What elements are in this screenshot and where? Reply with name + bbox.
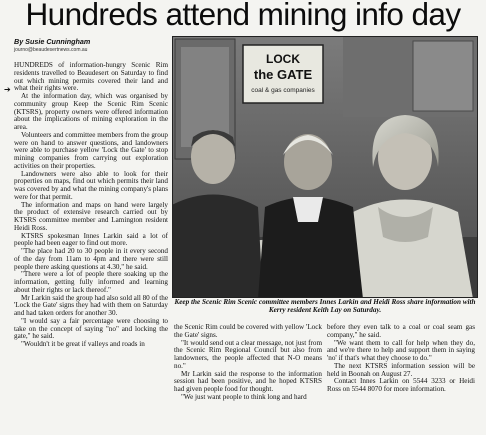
paragraph: Contact Innes Larkin on 5544 3233 or Heidi Ross on 5544 8070 for more information. (327, 377, 475, 393)
paragraph: "There were a lot of people there soaking up the information, getting fully informed and learning about their rights or lack thereof." (14, 270, 168, 294)
paragraph: "Wouldn't it be great if valleys and roads in (21, 340, 145, 348)
paragraph: Mr Larkin said the group had also sold all 80 of the 'Lock the Gate' signs they had with them on Saturday and had taken orders for another 30. (14, 293, 168, 317)
headline: Hundreds attend mining info day (25, 0, 461, 32)
paragraph: "We want them to call for help when they do, and we're there to help and support them in saying 'no' if that's what they choose to do." (327, 338, 475, 362)
paragraph: before they even talk to a coal or coal seam gas company," he said. (327, 323, 475, 339)
paragraph: "It would send out a clear message, not just from the Scenic Rim Regional Council but also from landowners, the people affected that N-O means no." (174, 338, 322, 370)
article-column-1 (14, 62, 168, 349)
paragraph: Mr Larkin said the response to the information session had been positive, and he hoped KTSRS had given people food for thought. (174, 369, 322, 393)
paragraph: KTSRS spokesman Innes Larkin said a lot of people had been eager to find out more. (14, 231, 168, 248)
margin-arrow-icon: ➔ (4, 85, 11, 94)
paragraph: The information and maps on hand were largely the product of extensive research carried out by KTSRS committee member and Lamington resident Heidi Ross. (14, 200, 168, 232)
author-email: journo@beaudesertnews.com.au (14, 47, 88, 53)
article-column-3 (327, 324, 475, 394)
svg-text:the GATE: the GATE (253, 67, 313, 82)
photo-caption: Keep the Scenic Rim Scenic committee members Innes Larkin and Heidi Ross share information with Kerry resident Keith Lay on Saturday. (174, 298, 476, 315)
paragraph: HUNDREDS of information-hungry Scenic Rim residents travelled to Beaudesert on Saturday to find out which mining permits covered their land and what their rights were. (14, 61, 168, 93)
svg-text:coal & gas companies: coal & gas companies (251, 87, 315, 94)
news-photo (172, 36, 478, 298)
article-column-2 (174, 324, 322, 402)
paragraph: the Scenic Rim could be covered with yellow 'Lock the Gate' signs. (174, 323, 322, 339)
paragraph: At the information day, which was organised by community group Keep the Scenic Rim Scenic (KTSRS), property owners were offered information about the implications of mining exploration in the area. (14, 92, 168, 131)
paragraph: Volunteers and committee members from the group were on hand to answer questions, and landowners were able to purchase yellow 'Lock the Gate' to stop mining companies from carrying out exploration activities on their properties. (14, 130, 169, 170)
photo-illustration (173, 37, 478, 298)
svg-text:LOCK: LOCK (266, 52, 300, 66)
paragraph: Landowners were also able to look for their properties on maps, find out which permits their land was covered by and what the mining company's plans were for that permit. (14, 169, 168, 201)
lock-the-gate-sign (243, 45, 323, 103)
paragraph: "We just want people to think long and hard (181, 392, 307, 401)
paragraph: The next KTSRS information session will be held in Boonah on August 27. (327, 361, 475, 378)
paragraph: "The place had 20 to 30 people in it every second of the day from 11am to 4pm and there were still people there asking questions at 4.30," he said. (14, 247, 168, 271)
byline: By Susie Cunningham (14, 37, 91, 46)
paragraph: "I would say a fair percentage were choosing to take on the concept of saying "no" and locking the gate," he said. (14, 316, 168, 341)
